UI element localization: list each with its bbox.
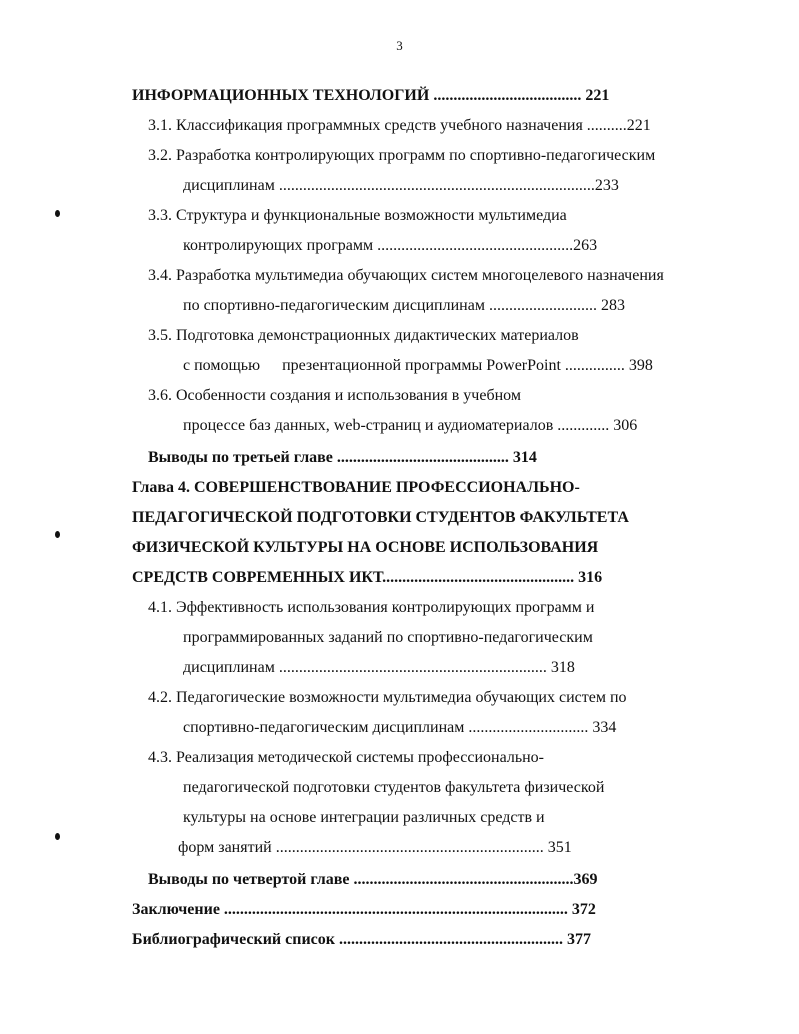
- toc-entry-4-2-line-1: 4.2. Педагогические возможности мультимедиа обучающих систем по: [148, 689, 627, 706]
- toc-ch3-conclusions: [148, 446, 738, 470]
- toc-entry-4-2-line-2: спортивно-педагогическим дисциплинам .............................. 334: [183, 719, 617, 736]
- toc-entry-3-3-line-2: контролирующих программ .................................................263: [183, 237, 598, 254]
- toc-entry-3-6-line-1: 3.6. Особенности создания и использования в учебном: [148, 387, 521, 404]
- toc-entry-3-2-line-2: дисциплинам ...............................................................................233: [183, 177, 619, 194]
- toc-bibliography: Библиографический список ........................................................ 377: [132, 931, 591, 948]
- toc-entry-4-1-line-1: 4.1. Эффективность использования контролирующих программ и: [148, 599, 595, 616]
- toc-ch4-title-line-2: ПЕДАГОГИЧЕСКОЙ ПОДГОТОВКИ СТУДЕНТОВ ФАКУЛЬТЕТА: [132, 509, 629, 526]
- toc-entry-3-6-line-2: процессе баз данных, web-страниц и аудиоматериалов ............. 306: [183, 417, 638, 434]
- toc-ch4-conclusions: Выводы по четвертой главе .......................................................369: [148, 871, 598, 888]
- toc-ch3-title-tail: ИНФОРМАЦИОННЫХ ТЕХНОЛОГИЙ ..................................... 221: [132, 87, 610, 104]
- toc-entry-4-1-line-2: программированных заданий по спортивно-педагогическим: [183, 629, 593, 646]
- toc-entry-4-3-line-4: форм занятий ................................................................... 351: [178, 839, 572, 856]
- margin-bullet: [55, 531, 60, 538]
- toc-entry-3-5-line-2-a: с помощью: [183, 357, 261, 374]
- margin-bullet: [55, 210, 60, 217]
- margin-bullet: [55, 833, 60, 840]
- toc-entry-3-5-line-2-b: презентационной программы PowerPoint ............... 398: [282, 357, 653, 374]
- toc-ch4-title-line-1: Глава 4. СОВЕРШЕНСТВОВАНИЕ ПРОФЕССИОНАЛЬНО-: [132, 479, 580, 496]
- toc-entry-3-5-line-2: [183, 354, 738, 378]
- toc-entry-3-2-line-1: 3.2. Разработка контролирующих программ по спортивно-педагогическим: [148, 147, 656, 164]
- toc-entry-3-3-line-1: 3.3. Структура и функциональные возможности мультимедиа: [148, 207, 567, 224]
- toc-entry-4-3-line-1: 4.3. Реализация методической системы профессионально-: [148, 749, 545, 766]
- toc-entry-4-3-line-2: педагогической подготовки студентов факультета физической: [183, 779, 605, 796]
- page-number: 3: [396, 38, 403, 53]
- toc-ch4-title-line-4: СРЕДСТВ СОВРЕМЕННЫХ ИКТ................................................ 316: [132, 569, 603, 586]
- toc-entry-4-1-line-3: дисциплинам ................................................................... 318: [183, 659, 575, 676]
- toc-entry-3-4-line-2: по спортивно-педагогическим дисциплинам ........................... 283: [183, 297, 625, 314]
- toc-entry-3-4-line-1: 3.4. Разработка мультимедиа обучающих систем многоцелевого назначения: [148, 267, 664, 284]
- toc-ch4-title-line-3: ФИЗИЧЕСКОЙ КУЛЬТУРЫ НА ОСНОВЕ ИСПОЛЬЗОВАНИЯ: [132, 539, 599, 556]
- toc-entry-3-5-line-1: 3.5. Подготовка демонстрационных дидактических материалов: [148, 327, 579, 344]
- toc-conclusion: Заключение ...................................................................................... 372: [132, 901, 596, 918]
- toc-ch3-conclusions-text: Выводы по третьей главе ........................................... 314: [148, 449, 537, 466]
- toc-entry-4-3-line-3: культуры на основе интеграции различных средств и: [183, 809, 545, 826]
- toc-entry-3-1: 3.1. Классификация программных средств учебного назначения ..........221: [148, 117, 651, 134]
